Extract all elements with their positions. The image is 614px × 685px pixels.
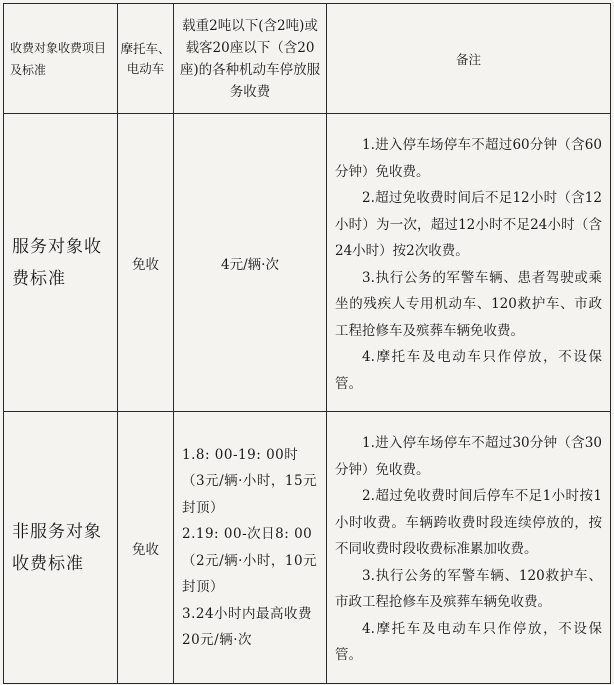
header-moto: 摩托车、电动车 <box>120 40 171 76</box>
non-service-times-cell <box>174 412 327 684</box>
service-notes <box>327 126 610 399</box>
header-vehicles: 载重2吨以下(含2吨)或载客20座以下（含20座)的各种机动车停放服务收费 <box>179 17 321 100</box>
non-service-label: 非服务对象收费标准 <box>12 521 102 574</box>
time-rate: 2.19: 00-次日8: 00（2元/辆·小时，10元封顶） <box>182 526 318 595</box>
header-row <box>4 4 611 114</box>
header-item-cell <box>4 4 118 114</box>
service-label: 服务对象收费标准 <box>12 236 102 289</box>
service-notes-cell <box>327 114 611 412</box>
non-service-notes-cell <box>327 412 611 684</box>
service-note: 1.进入停车场停车不超过60分钟（含60分钟）免收费。 <box>335 137 602 180</box>
service-price: 4元/辆·次 <box>221 256 279 273</box>
non-service-moto-free: 免收 <box>132 541 159 558</box>
time-rate: 3.24小时内最高收费20元/辆·次 <box>182 605 313 648</box>
non-service-label-cell <box>4 412 118 684</box>
non-service-note: 3.执行公务的军警车辆、120救护车、市政工程抢修车及殡葬车辆免收费。 <box>335 567 602 611</box>
non-service-note: 2.超过免收费时间后停车不足1小时按1小时收费。车辆跨收费时段连续停放的，按不同收费时段收费标准累加收费。 <box>335 488 602 558</box>
non-service-note: 4.摩托车及电动车只作停放，不设保管。 <box>335 620 602 664</box>
non-service-notes <box>327 424 610 671</box>
service-note: 2.超过免收费时间后不足12小时（含12小时）为一次，超过12小时不足24小时（含24小时）按2次收费。 <box>335 190 602 259</box>
non-service-note: 1.进入停车场停车不超过30分钟（含30分钟）免收费。 <box>335 435 602 478</box>
fee-standard-table <box>3 3 611 684</box>
non-service-times <box>174 438 326 658</box>
non-service-moto-cell <box>118 412 174 684</box>
header-vehicles-cell <box>174 4 327 114</box>
header-moto-cell <box>118 4 174 114</box>
time-rate: 1.8: 00-19: 00时（3元/辆·小时，15元封顶） <box>182 446 318 516</box>
header-remark-cell <box>327 4 611 114</box>
service-row <box>4 114 611 412</box>
service-price-cell <box>174 114 327 412</box>
service-moto-cell <box>118 114 174 412</box>
service-note: 3.执行公务的军警车辆、患者驾驶或乘坐的残疾人专用机动车、120救护车、市政工程抢修车及殡葬车辆免收费。 <box>335 269 602 339</box>
header-item: 收费对象收费项目及标准 <box>10 40 107 77</box>
non-service-row <box>4 412 611 684</box>
header-remark: 备注 <box>455 51 481 67</box>
service-label-cell <box>4 114 118 412</box>
service-moto-free: 免收 <box>132 256 159 273</box>
service-note: 4.摩托车及电动车只作停放，不设保管。 <box>335 349 602 392</box>
